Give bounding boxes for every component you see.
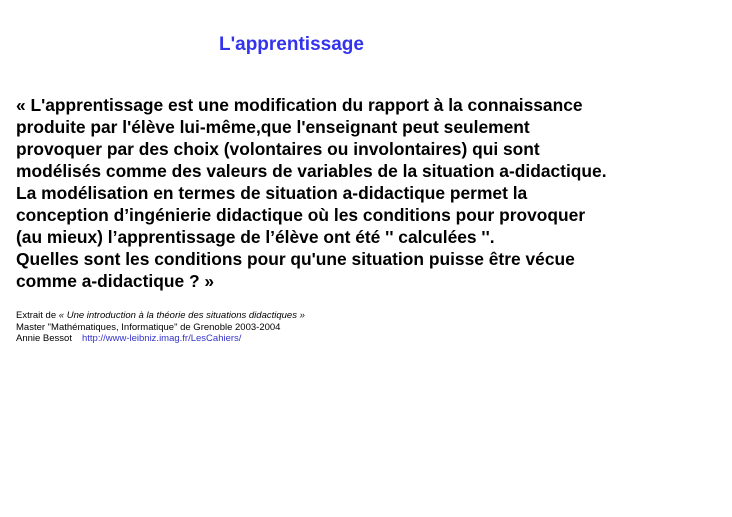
quote-line: (au mieux) l’apprentissage de l’élève ont été '' calculées ''. bbox=[16, 227, 495, 247]
quote-line: comme a-didactique ? » bbox=[16, 271, 215, 291]
quote-line: produite par l'élève lui-même,que l'enseignant peut seulement bbox=[16, 117, 530, 137]
quote-line: Quelles sont les conditions pour qu'une situation puisse être vécue bbox=[16, 249, 575, 269]
program-line: Master "Mathématiques, Informatique" de Grenoble 2003-2004 bbox=[16, 321, 281, 333]
citation-row bbox=[16, 310, 305, 322]
citation-prefix: Extrait de bbox=[16, 310, 59, 321]
quotation-block bbox=[16, 94, 716, 292]
source-link[interactable]: http://www-leibniz.imag.fr/LesCahiers/ bbox=[81, 333, 242, 344]
quote-line: conception d’ingénierie didactique où les conditions pour provoquer bbox=[16, 205, 586, 225]
author-row bbox=[16, 333, 305, 345]
quote-line: La modélisation en termes de situation a-didactique permet la bbox=[16, 183, 528, 203]
work-title: « Une introduction à la théorie des situations didactiques » bbox=[58, 310, 305, 321]
author-name: Annie Bessot bbox=[16, 333, 72, 344]
page-title: L'apprentissage bbox=[219, 34, 364, 55]
quote-line: « L'apprentissage est une modification du rapport à la connaissance bbox=[16, 95, 583, 115]
quote-line: provoquer par des choix (volontaires ou involontaires) qui sont bbox=[16, 139, 540, 159]
source-citation bbox=[16, 310, 305, 345]
quote-line: modélisés comme des valeurs de variables de la situation a-didactique. bbox=[16, 161, 607, 181]
